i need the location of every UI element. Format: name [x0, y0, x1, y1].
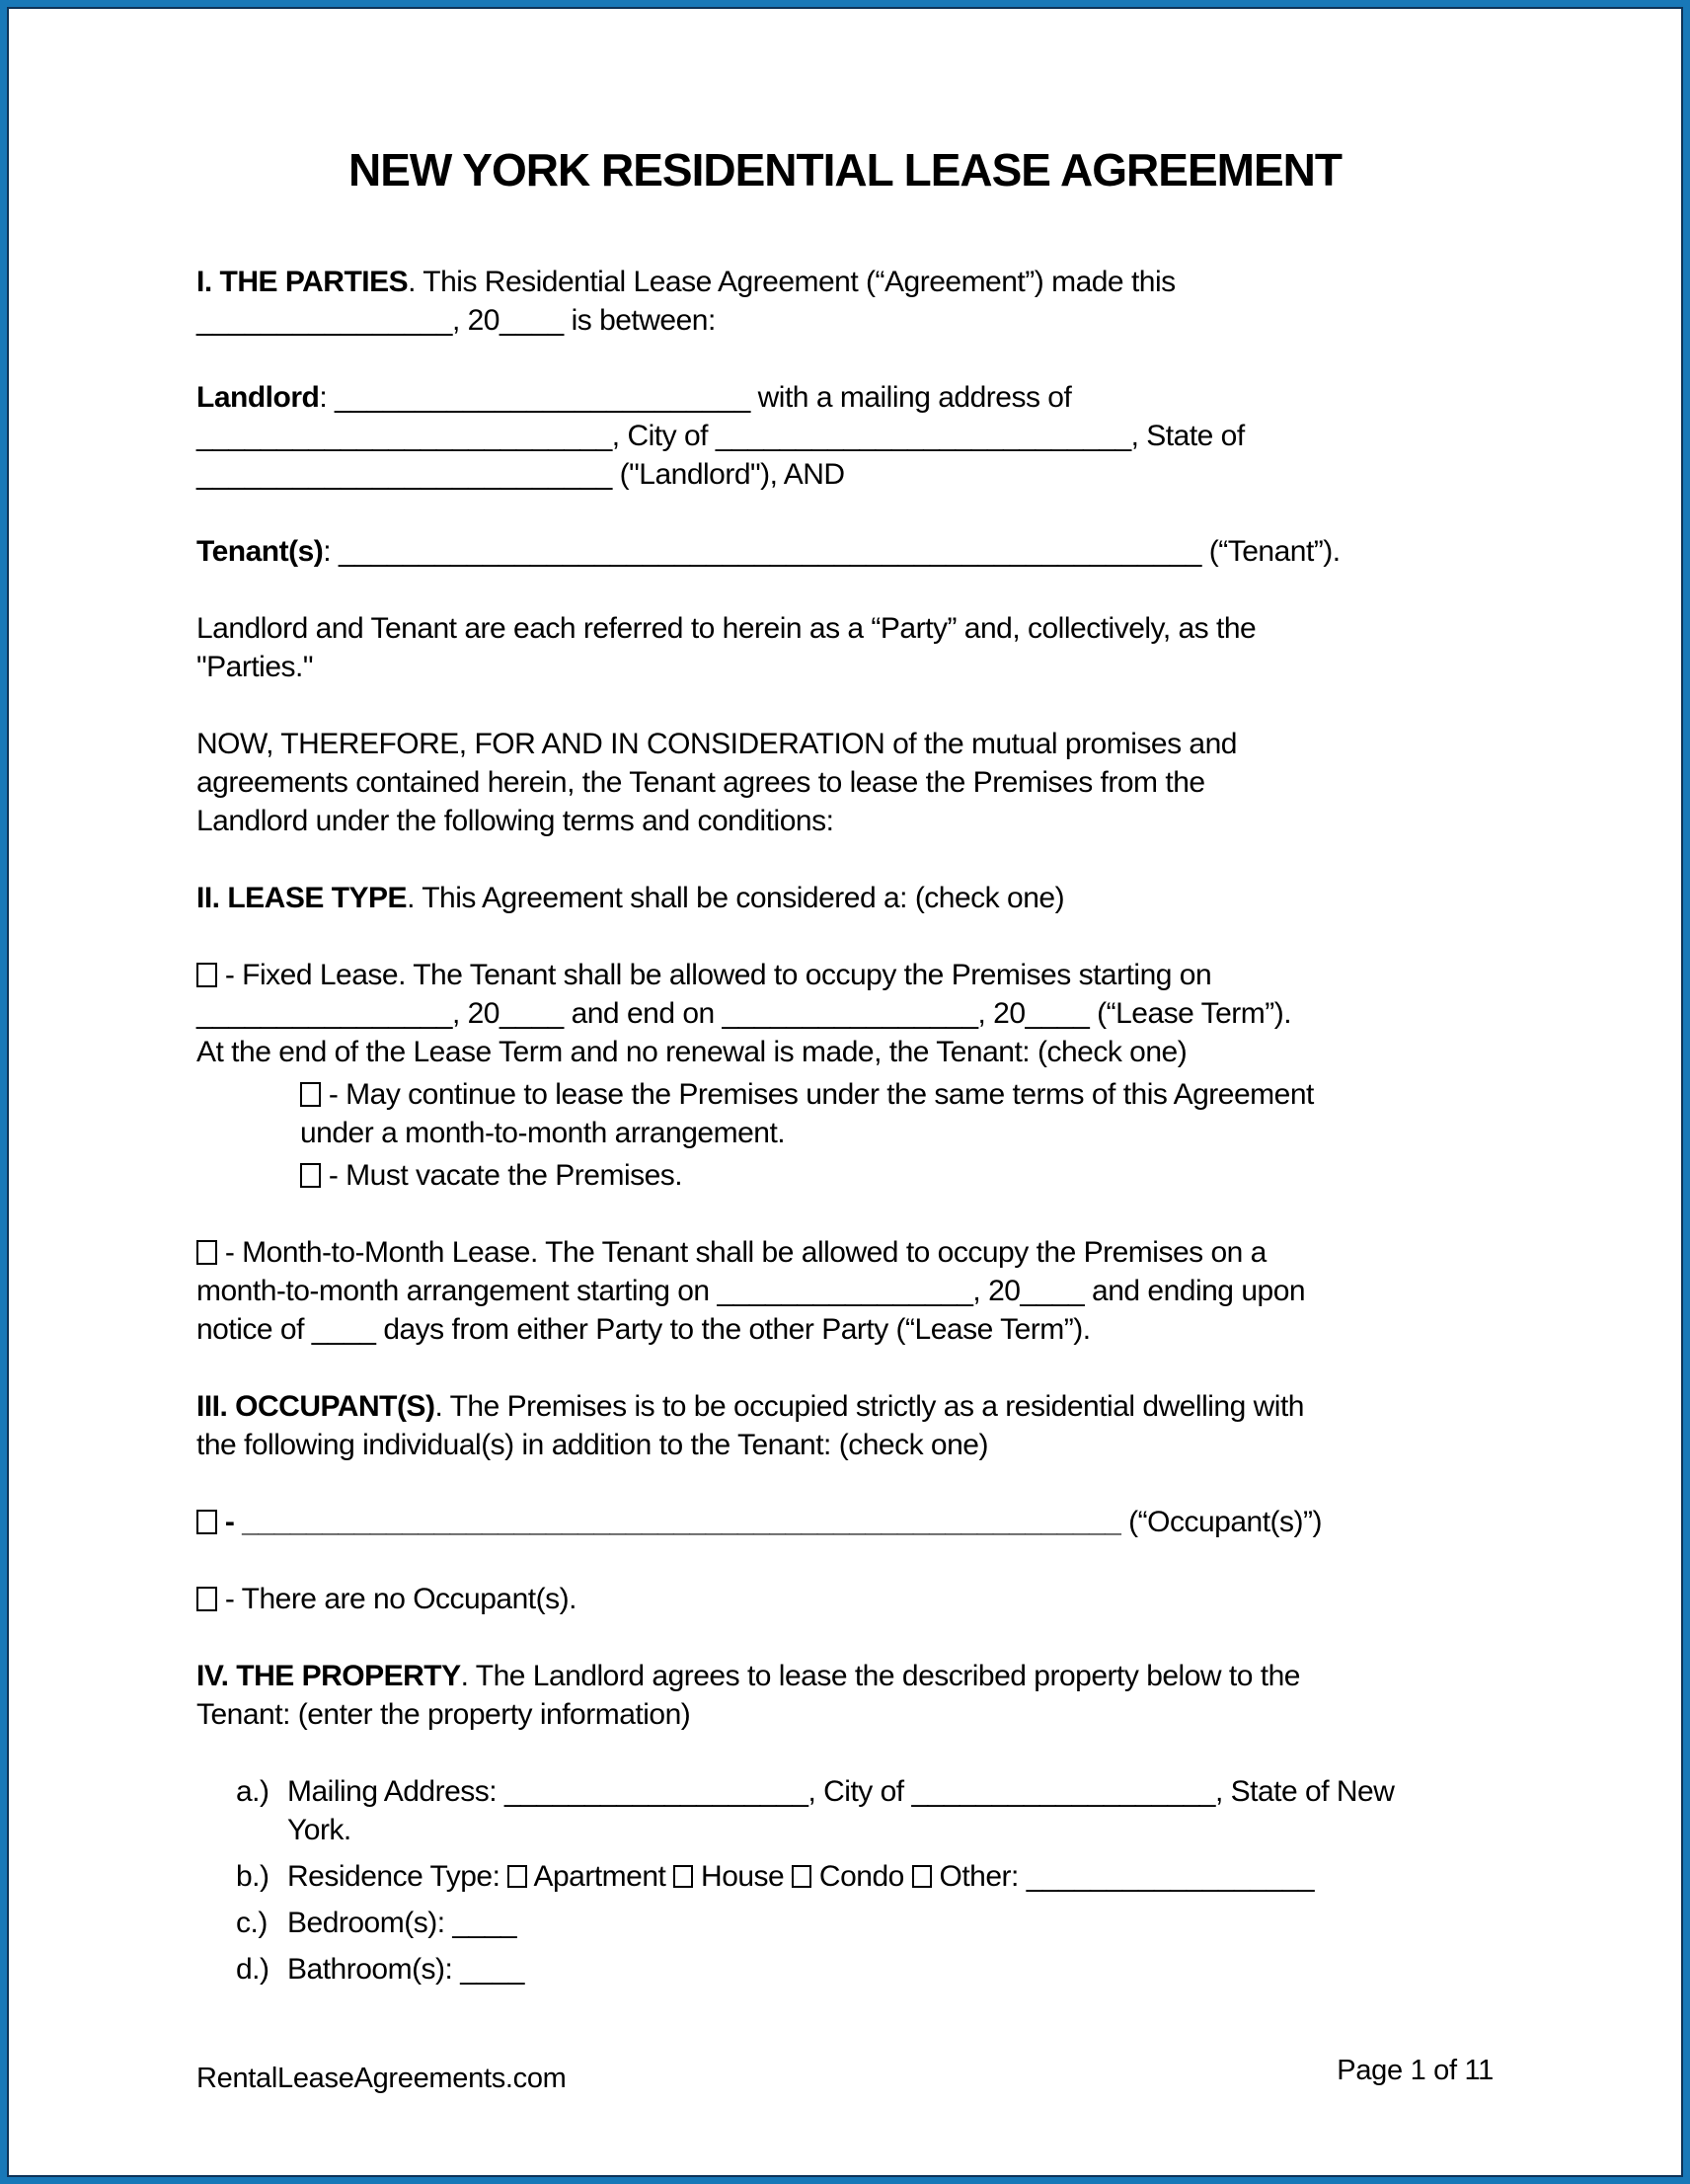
text-segment: __________________________, City of __________________________, State of — [196, 420, 1245, 452]
text-segment: the following individual(s) in addition to the Tenant: (check one) — [196, 1429, 988, 1461]
text-segment: At the end of the Lease Term and no renewal is made, the Tenant: (check one) — [196, 1036, 1188, 1068]
option-no-occupants — [196, 1580, 1494, 1618]
option-fixed-lease — [196, 956, 1494, 1071]
parties-definition — [196, 609, 1494, 686]
text-segment: Condo — [811, 1860, 912, 1893]
text-segment: - Month-to-Month Lease. The Tenant shall be allowed to occupy the Premises on a — [217, 1236, 1267, 1269]
text-segment: ________________, 20____ and end on ________________, 20____ (“Lease Term”). — [196, 997, 1292, 1030]
text-segment: Bedroom(s): ____ — [287, 1907, 517, 1939]
property-residence-type — [196, 1857, 1494, 1896]
text-segment: House — [693, 1860, 793, 1893]
text-segment: notice of ____ days from either Party to the other Party (“Lease Term”). — [196, 1313, 1091, 1346]
property-bathrooms-content — [287, 1950, 1494, 1989]
empty-checkbox-icon — [912, 1865, 932, 1888]
property-bedrooms-content — [287, 1904, 1494, 1942]
document-body — [196, 263, 1494, 1989]
footer-site-name: RentalLeaseAgreements.com — [196, 2063, 567, 2094]
empty-checkbox-icon — [196, 1587, 217, 1611]
section-4-property — [196, 1657, 1494, 1734]
empty-checkbox-icon — [196, 963, 217, 987]
text-segment: York. — [287, 1814, 351, 1846]
text-segment: - There are no Occupant(s). — [217, 1583, 576, 1615]
text-segment: (“Occupant(s)”) — [1120, 1506, 1322, 1538]
text-segment: under a month-to-month arrangement. — [300, 1117, 786, 1149]
text-segment: Other: __________________ — [931, 1860, 1315, 1893]
text-segment: : ______________________________________________________ (“Tenant”). — [323, 535, 1341, 568]
text-segment: - _______________________________________________________ — [217, 1506, 1121, 1538]
option-must-vacate — [300, 1156, 1494, 1195]
property-mailing-address-content — [287, 1772, 1494, 1849]
text-segment: II. LEASE TYPE — [196, 882, 408, 914]
text-segment: . This Agreement shall be considered a: (check one) — [407, 882, 1065, 914]
text-segment: Landlord — [196, 381, 320, 414]
text-segment: . The Landlord agrees to lease the described property below to the — [460, 1660, 1300, 1692]
text-segment: agreements contained herein, the Tenant agrees to lease the Premises from the — [196, 766, 1205, 799]
tenant-clause — [196, 532, 1494, 571]
text-segment: Tenant: (enter the property information) — [196, 1698, 691, 1731]
text-segment: Landlord under the following terms and conditions: — [196, 805, 834, 837]
document-title: NEW YORK RESIDENTIAL LEASE AGREEMENT — [348, 144, 1342, 195]
lease-document-page — [7, 7, 1683, 2177]
text-segment: __________________________ ("Landlord"), AND — [196, 458, 845, 491]
property-residence-type-marker: b.) — [236, 1860, 269, 1893]
text-segment: month-to-month arrangement starting on ________________, 20____ and ending upon — [196, 1275, 1306, 1307]
section-2-lease-type — [196, 879, 1494, 917]
property-bathrooms-marker: d.) — [236, 1953, 269, 1986]
property-bathrooms — [196, 1950, 1494, 1989]
property-mailing-address — [196, 1772, 1494, 1849]
empty-checkbox-icon — [300, 1082, 321, 1107]
text-segment: : __________________________ with a mailing address of — [319, 381, 1072, 414]
property-mailing-address-marker: a.) — [236, 1775, 269, 1808]
text-segment: "Parties." — [196, 651, 314, 683]
text-segment: - May continue to lease the Premises under the same terms of this Agreement — [321, 1078, 1314, 1111]
text-segment: . The Premises is to be occupied strictly as a residential dwelling with — [434, 1390, 1304, 1423]
text-segment: Tenant(s) — [196, 535, 324, 568]
landlord-clause — [196, 378, 1494, 494]
option-may-continue — [300, 1075, 1494, 1152]
empty-checkbox-icon — [196, 1510, 217, 1534]
empty-checkbox-icon — [300, 1163, 321, 1188]
page-footer — [196, 2055, 1494, 2098]
property-bedrooms — [196, 1904, 1494, 1942]
text-segment: Bathroom(s): ____ — [287, 1953, 524, 1986]
option-month-to-month — [196, 1233, 1494, 1349]
text-segment: Landlord and Tenant are each referred to herein as a “Party” and, collectively, as the — [196, 612, 1257, 645]
consideration-clause — [196, 725, 1494, 840]
section-1-parties — [196, 263, 1494, 340]
option-occupant-names — [196, 1503, 1494, 1541]
text-segment: NOW, THEREFORE, FOR AND IN CONSIDERATION of the mutual promises and — [196, 728, 1237, 760]
property-residence-type-content — [287, 1857, 1494, 1896]
section-3-occupants — [196, 1387, 1494, 1464]
text-segment: III. OCCUPANT(S) — [196, 1390, 435, 1423]
property-bedrooms-marker: c.) — [236, 1907, 268, 1939]
footer-page-number: Page 1 of 11 — [1337, 2055, 1494, 2086]
text-segment: - Fixed Lease. The Tenant shall be allowed to occupy the Premises starting on — [217, 959, 1212, 991]
text-segment: IV. THE PROPERTY — [196, 1660, 461, 1692]
text-segment: Mailing Address: ___________________, City of ___________________, State of New — [287, 1775, 1395, 1808]
text-segment: I. THE PARTIES — [196, 266, 409, 298]
empty-checkbox-icon — [196, 1240, 217, 1265]
empty-checkbox-icon — [673, 1865, 693, 1888]
empty-checkbox-icon — [792, 1865, 811, 1888]
text-segment: ________________, 20____ is between: — [196, 304, 716, 337]
text-segment: - Must vacate the Premises. — [321, 1159, 683, 1192]
text-segment: . This Residential Lease Agreement (“Agreement”) made this — [408, 266, 1176, 298]
text-segment: Apartment — [527, 1860, 674, 1893]
empty-checkbox-icon — [507, 1865, 527, 1888]
text-segment: Residence Type: — [287, 1860, 508, 1893]
